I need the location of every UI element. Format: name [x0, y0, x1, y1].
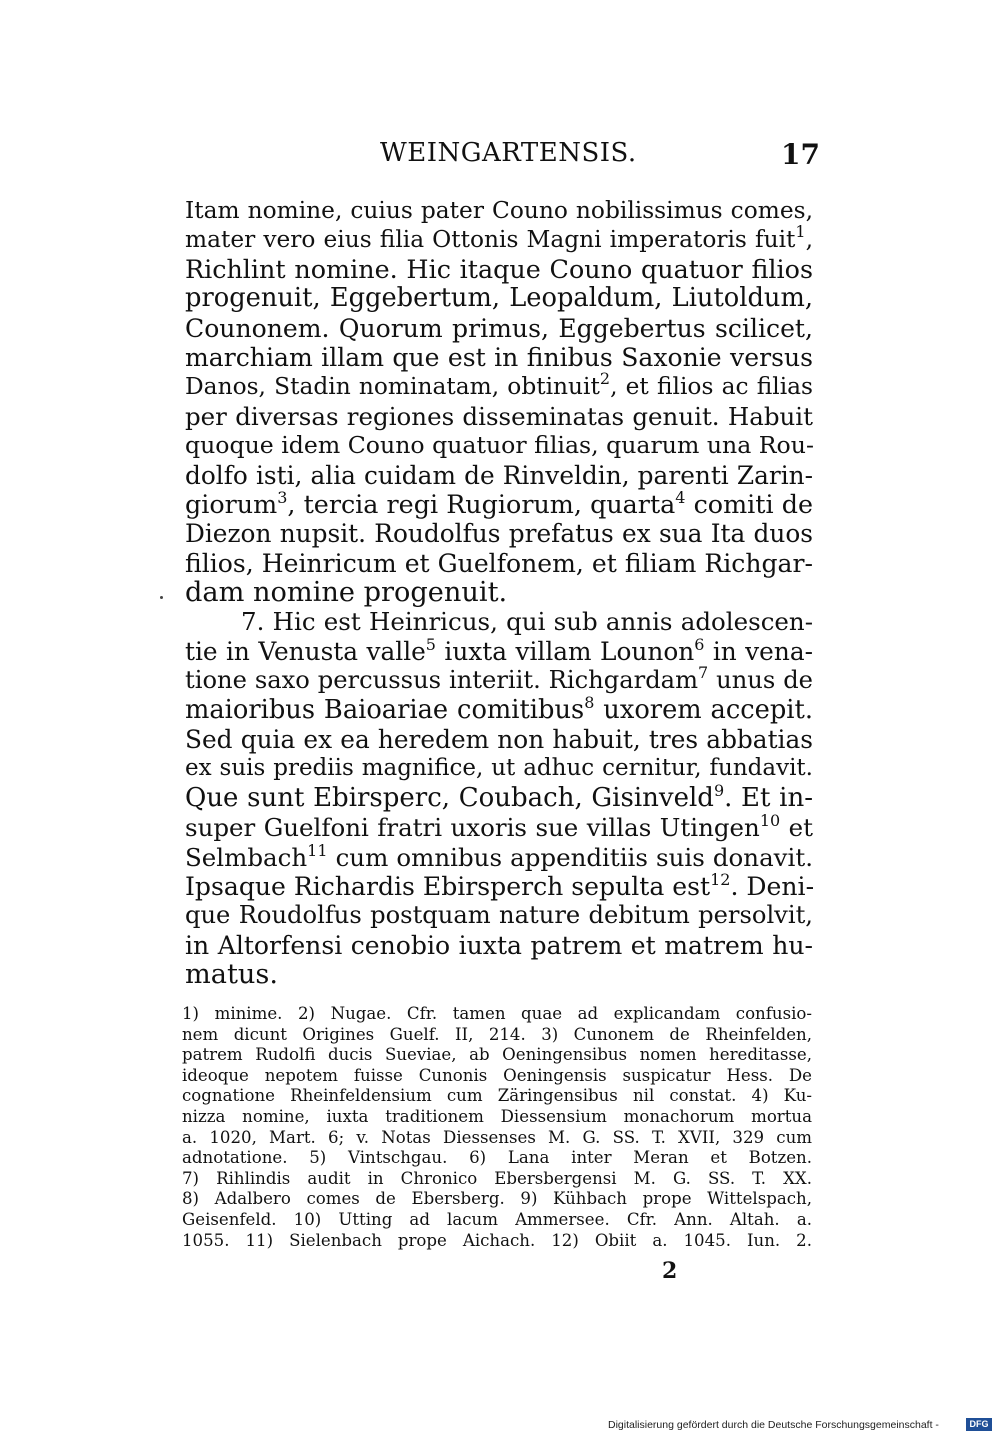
line-text: Itam nomine, cuius pater Couno nobilissimus comes,: [185, 197, 813, 224]
line-text: , tercia regi Rugiorum, quarta: [287, 488, 676, 519]
text-line: [185, 402, 813, 431]
main-text: [185, 196, 813, 990]
footnote-ref: 11: [307, 840, 328, 860]
text-line: [185, 461, 813, 490]
line-text: Counonem. Quorum primus, Eggebertus scilicet,: [185, 313, 813, 343]
text-line: [185, 780, 813, 813]
line-text: Richlint nomine. Hic itaque Couno quatuor filios: [185, 253, 813, 284]
text-line: [185, 284, 813, 313]
footnotes: [182, 1004, 812, 1251]
line-text: que Roudolfus postquam nature debitum persolvit,: [185, 901, 813, 930]
text-line: [185, 663, 813, 695]
footnote-line: 8) Adalbero comes de Ebersberg. 9) Kühbach prope Wittelspach,: [182, 1189, 812, 1209]
line-text: unus de: [708, 666, 813, 695]
footnote-line: 7) Rihlindis audit in Chronico Ebersbergensi M. G. SS. T. XX.: [182, 1168, 812, 1188]
footnote-ref: 10: [759, 811, 781, 831]
text-line: [185, 754, 813, 783]
line-text: uxorem accepit.: [594, 694, 813, 725]
line-text: Selmbach: [185, 842, 308, 872]
footnote-line: nem dicunt Origines Guelf. II, 214. 3) Cunonem de Rheinfelden,: [182, 1024, 812, 1044]
line-text: . Et in-: [724, 782, 813, 813]
line-text: Diezon nupsit. Roudolfus prefatus ex sua Ita duos: [185, 519, 813, 549]
text-line: [185, 519, 813, 548]
footnote-line: cognatione Rheinfeldensium cum Zäringensibus nil constat. 4) Ku-: [182, 1086, 812, 1106]
margin-mark: [160, 596, 163, 599]
text-line: [185, 578, 813, 607]
text-line: [185, 840, 813, 872]
footnote-line: 1055. 11) Sielenbach prope Aichach. 12) Obiit a. 1045. Iun. 2.: [182, 1230, 812, 1250]
footnote-ref: 12: [710, 869, 731, 889]
footnote-line: 1) minime. 2) Nugae. Cfr. tamen quae ad explicandam confusio-: [182, 1004, 812, 1023]
line-text: . Deni-: [730, 871, 815, 901]
line-text: iuxta villam Lounon: [435, 636, 695, 666]
text-line: [185, 314, 813, 343]
line-text: Sed quia ex ea heredem non habuit, tres abbatias: [185, 725, 813, 755]
footnote-line: patrem Rudolfi ducis Sueviae, ab Oeningensibus nomen hereditasse,: [182, 1045, 812, 1065]
footnote-ref: 7: [698, 663, 709, 683]
line-text: tione saxo percussus interiit. Richgardam: [185, 666, 699, 695]
line-text: ,: [805, 226, 813, 254]
footnote-line: adnotatione. 5) Vintschgau. 6) Lana inter Meran et Botzen.: [182, 1148, 812, 1168]
line-text: giorum: [185, 488, 278, 519]
line-text: super Guelfoni fratri uxoris sue villas Utingen: [185, 813, 760, 843]
signature-mark: 2: [662, 1258, 678, 1284]
footnote-ref: 2: [599, 369, 611, 389]
text-line: [185, 692, 813, 725]
line-text: comiti de: [685, 488, 814, 519]
footnote-line: Geisenfeld. 10) Utting ad lacum Ammersee. Cfr. Ann. Altah. a.: [182, 1209, 812, 1229]
line-text: dolfo isti, alia cuidam de Rinveldin, parenti Zarin-: [185, 460, 813, 490]
line-text: et: [780, 813, 813, 843]
footnote-line: a. 1020, Mart. 6; v. Notas Diessenses M. G. SS. T. XVII, 329 cum: [182, 1127, 812, 1147]
line-text: Ipsaque Richardis Ebirsperch sepulta est: [185, 871, 711, 901]
text-line: [185, 725, 813, 754]
line-text: , et filios ac filias: [610, 373, 813, 401]
line-text: per diversas regiones disseminatas genuit. Habuit: [185, 401, 813, 431]
line-text: 7. Hic est Heinricus, qui sub annis adolescen-: [241, 607, 813, 637]
line-text: progenuit, Eggebertum, Leopaldum, Liutoldum,: [185, 283, 813, 314]
dfg-logo: DFG: [966, 1418, 992, 1431]
line-text: Que sunt Ebirsperc, Coubach, Gisinveld: [185, 782, 714, 813]
text-line: [185, 869, 815, 901]
text-line: [185, 369, 813, 401]
footnote-ref: 3: [277, 487, 288, 507]
line-text: dam nomine progenuit.: [185, 577, 508, 609]
footnote-ref: 9: [713, 780, 725, 800]
footnote-ref: 8: [584, 692, 595, 712]
text-line: [185, 196, 813, 225]
text-line: [185, 634, 813, 666]
line-text: ex suis prediis magnifice, ut adhuc cernitur, fundavit.: [185, 755, 813, 782]
line-text: tie in Venusta valle: [185, 636, 426, 666]
text-line: [185, 343, 813, 372]
footnote-ref: 1: [795, 222, 806, 242]
text-line: [185, 931, 813, 960]
text-line: [185, 813, 813, 842]
footnote-ref: 5: [425, 634, 436, 654]
text-line: [185, 255, 813, 284]
line-text: mater vero eius filia Ottonis Magni imperatoris fuit: [185, 226, 796, 254]
line-text: filios, Heinricum et Guelfonem, et filiam Richgar-: [185, 548, 813, 578]
line-text: marchiam illam que est in finibus Saxonie versus: [185, 342, 813, 372]
text-line: [185, 901, 813, 930]
text-line: [185, 960, 813, 989]
line-text: Danos, Stadin nominatam, obtinuit: [185, 373, 600, 401]
page-number: 17: [781, 138, 820, 171]
footnote-ref: 6: [694, 634, 705, 654]
line-text: in Altorfensi cenobio iuxta patrem et matrem hu-: [185, 930, 813, 960]
line-text: maioribus Baioariae comitibus: [185, 694, 585, 725]
line-text: in vena-: [704, 636, 813, 666]
running-title: WEINGARTENSIS.: [380, 138, 637, 168]
footnote-line: ideoque nepotem fuisse Cunonis Oeningensis suspicatur Hess. De: [182, 1065, 812, 1085]
digitization-credit: Digitalisierung gefördert durch die Deutsche Forschungsgemeinschaft -: [608, 1419, 939, 1431]
page-header: [380, 138, 820, 172]
text-line: [185, 431, 813, 460]
line-text: matus.: [185, 959, 279, 991]
text-line: [185, 549, 813, 578]
text-line: [185, 222, 813, 254]
footnote-line: nizza nomine, iuxta traditionem Diessensium monachorum mortua: [182, 1106, 812, 1126]
text-line: [185, 487, 814, 519]
line-text: cum omnibus appenditiis suis donavit.: [327, 842, 813, 872]
text-line: [185, 607, 813, 636]
line-text: quoque idem Couno quatuor filias, quarum una Rou-: [185, 431, 814, 460]
footnote-ref: 4: [675, 487, 686, 507]
